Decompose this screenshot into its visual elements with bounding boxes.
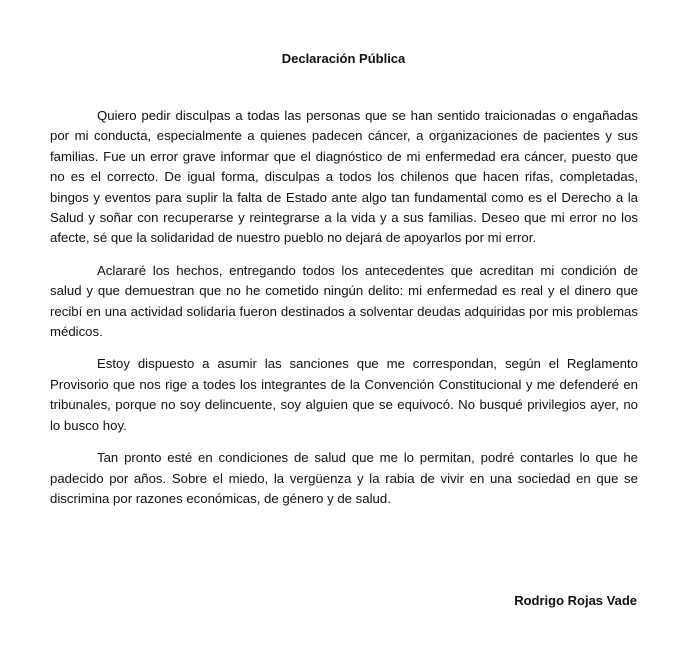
paragraph-3: Estoy dispuesto a asumir las sanciones que me correspondan, según el Reglamento Provisorio que nos rige a todes los integrantes de la Convención Constitucional y me defenderé en tribunales, porque no soy delincuente, soy alguien que se equivocó. No busqué privilegios ayer, no lo busco hoy. bbox=[50, 356, 638, 433]
paragraph-4: Tan pronto esté en condiciones de salud que me lo permitan, podré contarles lo que he padecido por años. Sobre el miedo, la vergüenza y la rabia de vivir en una sociedad en que se discrimina por razones económicas, de género y de salud. bbox=[50, 450, 638, 506]
document-title: Declaración Pública bbox=[281, 51, 406, 66]
signature: Rodrigo Rojas Vade bbox=[514, 593, 637, 608]
paragraph-2: Aclararé los hechos, entregando todos los antecedentes que acreditan mi condición de salud y que demuestran que no he cometido ningún delito: mi enfermedad es real y el dinero que recibí en una actividad solidaria fueron destinados a solventar deudas adquiridas por mis problemas médicos. bbox=[50, 262, 638, 340]
paragraph-1: Quiero pedir disculpas a todas las personas que se han sentido traicionadas o engañadas por mi conducta, especialmente a quienes padecen cáncer, a organizaciones de pacientes y sus familias. Fue un error grave informar que el diagnóstico de mi enfermedad era cáncer, puesto que no es el correcto. De igual forma, disculpas a todos los chilenos que hacen rifas, completadas, bingos y eventos para suplir la falta de Estado ante algo tan fundamental como es el Derecho a la Salud y soñar con recuperarse y reintegrarse a la vida y a sus familias. Deseo que mi error no los afecte, sé que la solidaridad de nuestro pueblo no dejará de apoyarlos por mi error. bbox=[50, 108, 638, 246]
document-body bbox=[50, 106, 638, 521]
